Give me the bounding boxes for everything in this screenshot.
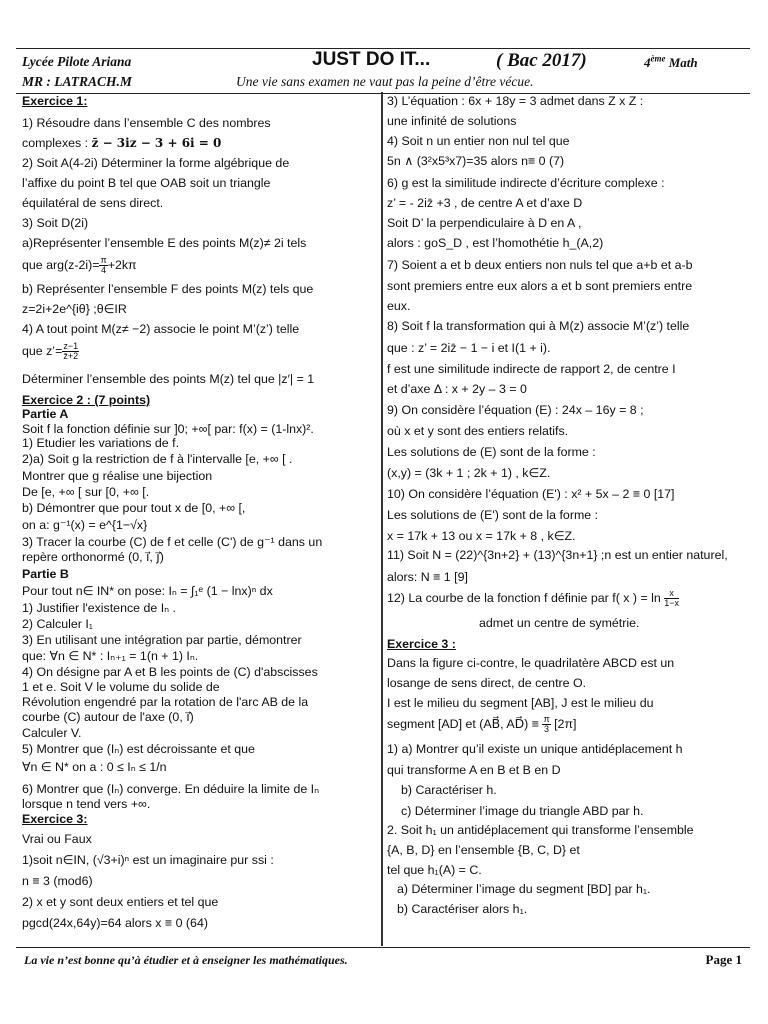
r8b: que : z’ = 2iz̄ − 1 − i et I(1 + i). bbox=[387, 341, 551, 355]
ex1-q3a-b: que arg(z-2i)= $\frac{\pi}{4}$ +2kπ bbox=[22, 255, 137, 275]
e3-2c: tel que h₁(A) = C. bbox=[387, 863, 482, 877]
r7c: eux. bbox=[387, 299, 411, 313]
e3c: I est le milieu du segment [AB], J est le milieu du bbox=[387, 696, 654, 710]
ex2-b5b: ∀n ∈ N* on a : 0 ≤ Iₙ ≤ 1/n bbox=[22, 760, 167, 774]
ex1-q2: 2) Soit A(4-2i) Déterminer la forme algébrique de bbox=[22, 156, 290, 170]
page-title: JUST DO IT... bbox=[312, 49, 431, 70]
ex2-b5a: 5) Montrer que (Iₙ) est décroissante et que bbox=[22, 742, 255, 756]
r9b: où x et y sont des entiers relatifs. bbox=[387, 424, 569, 438]
r7b: sont premiers entre eux alors a et b sont premiers entre bbox=[387, 279, 693, 293]
r7a: 7) Soient a et b deux entiers non nuls tel que a+b et a-b bbox=[387, 258, 693, 272]
r12b: admet un centre de symétrie. bbox=[479, 616, 640, 630]
footer-quote: La vie n’est bonne qu’à étudier et à enseigner les mathématiques. bbox=[24, 953, 348, 967]
ex2-a2b: Montrer que g réalise une bijection bbox=[22, 469, 213, 483]
ex1-q3b-b: z=2i+2e^{iθ} ;θ∈IR bbox=[22, 302, 127, 316]
page-footer bbox=[16, 947, 750, 967]
ex2-a2c: De [e, +∞ [ sur [0, +∞ [. bbox=[22, 485, 150, 499]
ex2-b4b: 1 et e. Soit V le volume du solide de bbox=[22, 680, 220, 694]
ex2-a3b: repère orthonormé (0, i⃗, j⃗) bbox=[22, 550, 164, 564]
class-level: 4ème Math bbox=[644, 53, 698, 70]
ex2-b3a: 3) En utilisant une intégration par partie, démontrer bbox=[22, 633, 302, 647]
r6a: 6) g est la similitude indirecte d’écriture complexe : bbox=[387, 176, 665, 190]
ex1-q2-c: équilatéral de sens direct. bbox=[22, 196, 164, 210]
ex2-b4d: courbe (C) autour de l'axe (0, i⃗) bbox=[22, 710, 194, 724]
ex2-b1: 1) Justifier l'existence de Iₙ . bbox=[22, 601, 176, 615]
e3-1c: b) Caractériser h. bbox=[401, 783, 497, 797]
ex1-q1-b: complexes : z̄ − 3iz − 3 + 6i = 0 bbox=[22, 136, 222, 150]
ex2-a3a: 3) Tracer la courbe (C) de f et celle (C') de g⁻¹ dans un bbox=[22, 535, 323, 549]
ex3-q2b: pgcd(24x,64y)=64 alors x ≡ 0 (64) bbox=[22, 916, 208, 930]
r3b: une infinité de solutions bbox=[387, 114, 517, 128]
r9d: (x,y) = (3k + 1 ; 2k + 1) , k∈Z. bbox=[387, 466, 551, 480]
ex2-a2d: b) Démontrer que pour tout x de [0, +∞ [, bbox=[22, 501, 246, 515]
e3d: segment [AD] et (AB⃗, AD⃗) ≡ $\frac{\pi}{3}$ [2π] bbox=[387, 714, 577, 734]
e3-1b: qui transforme A en B et B en D bbox=[387, 763, 561, 777]
ex1-q1: 1) Résoudre dans l’ensemble C des nombres bbox=[22, 116, 271, 130]
r9a: 9) On considère l’équation (E) : 24x – 16y = 8 ; bbox=[387, 403, 644, 417]
r10c: x = 17k + 13 ou x = 17k + 8 , k∈Z. bbox=[387, 529, 576, 543]
ex2-a1: 1) Etudier les variations de f. bbox=[22, 436, 180, 450]
ex2-a0: Soit f la fonction définie sur ]0; +∞[ par: f(x) = (1-lnx)². bbox=[22, 422, 314, 436]
r4b: 5n ∧ (3²x5³x7)=35 alors n≡ 0 (7) bbox=[387, 154, 565, 168]
r3a: 3) L’équation : 6x + 18y = 3 admet dans Z x Z : bbox=[387, 94, 644, 108]
r6d: alors : goS_D , est l’homothétie h_(A,2) bbox=[387, 236, 604, 250]
ex2-b0: Pour tout n∈ IN* on pose: Iₙ = ∫₁ᵉ (1 − lnx)ⁿ dx bbox=[22, 584, 273, 598]
ex2-b4e: Calculer V. bbox=[22, 726, 82, 740]
ex1-q4: 4) A tout point M(z≠ −2) associe le point M’(z’) telle bbox=[22, 322, 300, 336]
e3-2d: a) Déterminer l’image du segment [BD] par h₁. bbox=[397, 882, 651, 896]
r12a: 12) La courbe de la fonction f définie par f( x ) = ln $\frac{x}{1-x}$ bbox=[387, 588, 680, 608]
ex3-q1b: n ≡ 3 (mod6) bbox=[22, 874, 93, 888]
r10b: Les solutions de (E') sont de la forme : bbox=[387, 508, 599, 522]
exercise-3-title-right: Exercice 3 : bbox=[387, 637, 456, 651]
ex3-q1a: 1)soit n∈IN, (√3+i)ⁿ est un imaginaire pur ssi : bbox=[22, 853, 274, 867]
motto: Une vie sans examen ne vaut pas la peine d’être vécue. bbox=[236, 74, 534, 89]
school-name: Lycée Pilote Ariana bbox=[22, 54, 132, 69]
ex1-q2-b: l’affixe du point B tel que OAB soit un triangle bbox=[22, 176, 271, 190]
ex2-a2e: on a: g⁻¹(x) = e^{1−√x} bbox=[22, 518, 148, 532]
exam-label: ( Bac 2017) bbox=[496, 50, 587, 71]
ex2-b4c: Révolution engendré par la rotation de l'arc AB de la bbox=[22, 695, 309, 709]
column-divider bbox=[381, 92, 383, 946]
ex3-vrai-faux: Vrai ou Faux bbox=[22, 832, 92, 846]
r9c: Les solutions de (E) sont de la forme : bbox=[387, 445, 596, 459]
exercise-2-title: Exercice 2 : (7 points) bbox=[22, 393, 151, 407]
e3-2b: {A, B, D} en l’ensemble {B, C, D} et bbox=[387, 843, 580, 857]
part-b-title: Partie B bbox=[22, 567, 69, 581]
e3-1a: 1) a) Montrer qu’il existe un unique antidéplacement h bbox=[387, 742, 683, 756]
ex1-q4-b: que z’= $\frac{z-1}{z̄+2}$ bbox=[22, 341, 79, 361]
r8d: et d’axe Δ : x + 2y – 3 = 0 bbox=[387, 382, 527, 396]
e3b: losange de sens direct, de centre O. bbox=[387, 676, 587, 690]
ex2-b6a: 6) Montrer que (Iₙ) converge. En déduire la limite de Iₙ bbox=[22, 782, 320, 796]
r6b: z’ = - 2iz̄ +3 , de centre A et d’axe D bbox=[387, 196, 583, 210]
ex1-q4-c: Déterminer l’ensemble des points M(z) tel que |z′| = 1 bbox=[22, 372, 315, 386]
r8c: f est une similitude indirecte de rapport 2, de centre I bbox=[387, 362, 676, 376]
e3a: Dans la figure ci-contre, le quadrilatère ABCD est un bbox=[387, 656, 675, 670]
r11b: alors: N ≡ 1 [9] bbox=[387, 570, 468, 584]
e3-1d: c) Déterminer l’image du triangle ABD par h. bbox=[401, 804, 644, 818]
r11a: 11) Soit N = (22)^{3n+2} + (13)^{3n+1} ;n est un entier naturel, bbox=[387, 548, 728, 562]
ex2-b3b: que: ∀n ∈ N* : Iₙ₊₁ = 1(n + 1) Iₙ. bbox=[22, 649, 199, 663]
ex1-q3a: a)Représenter l’ensemble E des points M(z)≠ 2i tels bbox=[22, 236, 307, 250]
ex1-q3: 3) Soit D(2i) bbox=[22, 216, 89, 230]
ex1-q3b: b) Représenter l’ensemble F des points M(z) tels que bbox=[22, 282, 314, 296]
e3-2e: b) Caractériser alors h₁. bbox=[397, 902, 528, 916]
page-header bbox=[16, 48, 750, 94]
page-number: Page 1 bbox=[705, 952, 742, 967]
ex3-q2a: 2) x et y sont deux entiers et tel que bbox=[22, 895, 219, 909]
r4a: 4) Soit n un entier non nul tel que bbox=[387, 134, 570, 148]
e3-2a: 2. Soit h₁ un antidéplacement qui transforme l’ensemble bbox=[387, 823, 694, 837]
ex2-b6b: lorsque n tend vers +∞. bbox=[22, 797, 151, 811]
r8a: 8) Soit f la transformation qui à M(z) associe M’(z’) telle bbox=[387, 319, 690, 333]
r6c: Soit D’ la perpendiculaire à D en A , bbox=[387, 216, 582, 230]
teacher-name: MR : LATRACH.M bbox=[22, 74, 132, 89]
exercise-3-title: Exercice 3: bbox=[22, 812, 88, 826]
part-a-title: Partie A bbox=[22, 407, 69, 421]
exercise-1-title: Exercice 1: bbox=[22, 94, 88, 108]
r10a: 10) On considère l’équation (E') : x² + 5x – 2 ≡ 0 [17] bbox=[387, 487, 675, 501]
ex2-a2a: 2)a) Soit g la restriction de f à l'intervalle [e, +∞ [ . bbox=[22, 452, 293, 466]
ex2-b4a: 4) On désigne par A et B les points de (C) d'abscisses bbox=[22, 665, 318, 679]
ex2-b2: 2) Calculer I₁ bbox=[22, 617, 93, 631]
